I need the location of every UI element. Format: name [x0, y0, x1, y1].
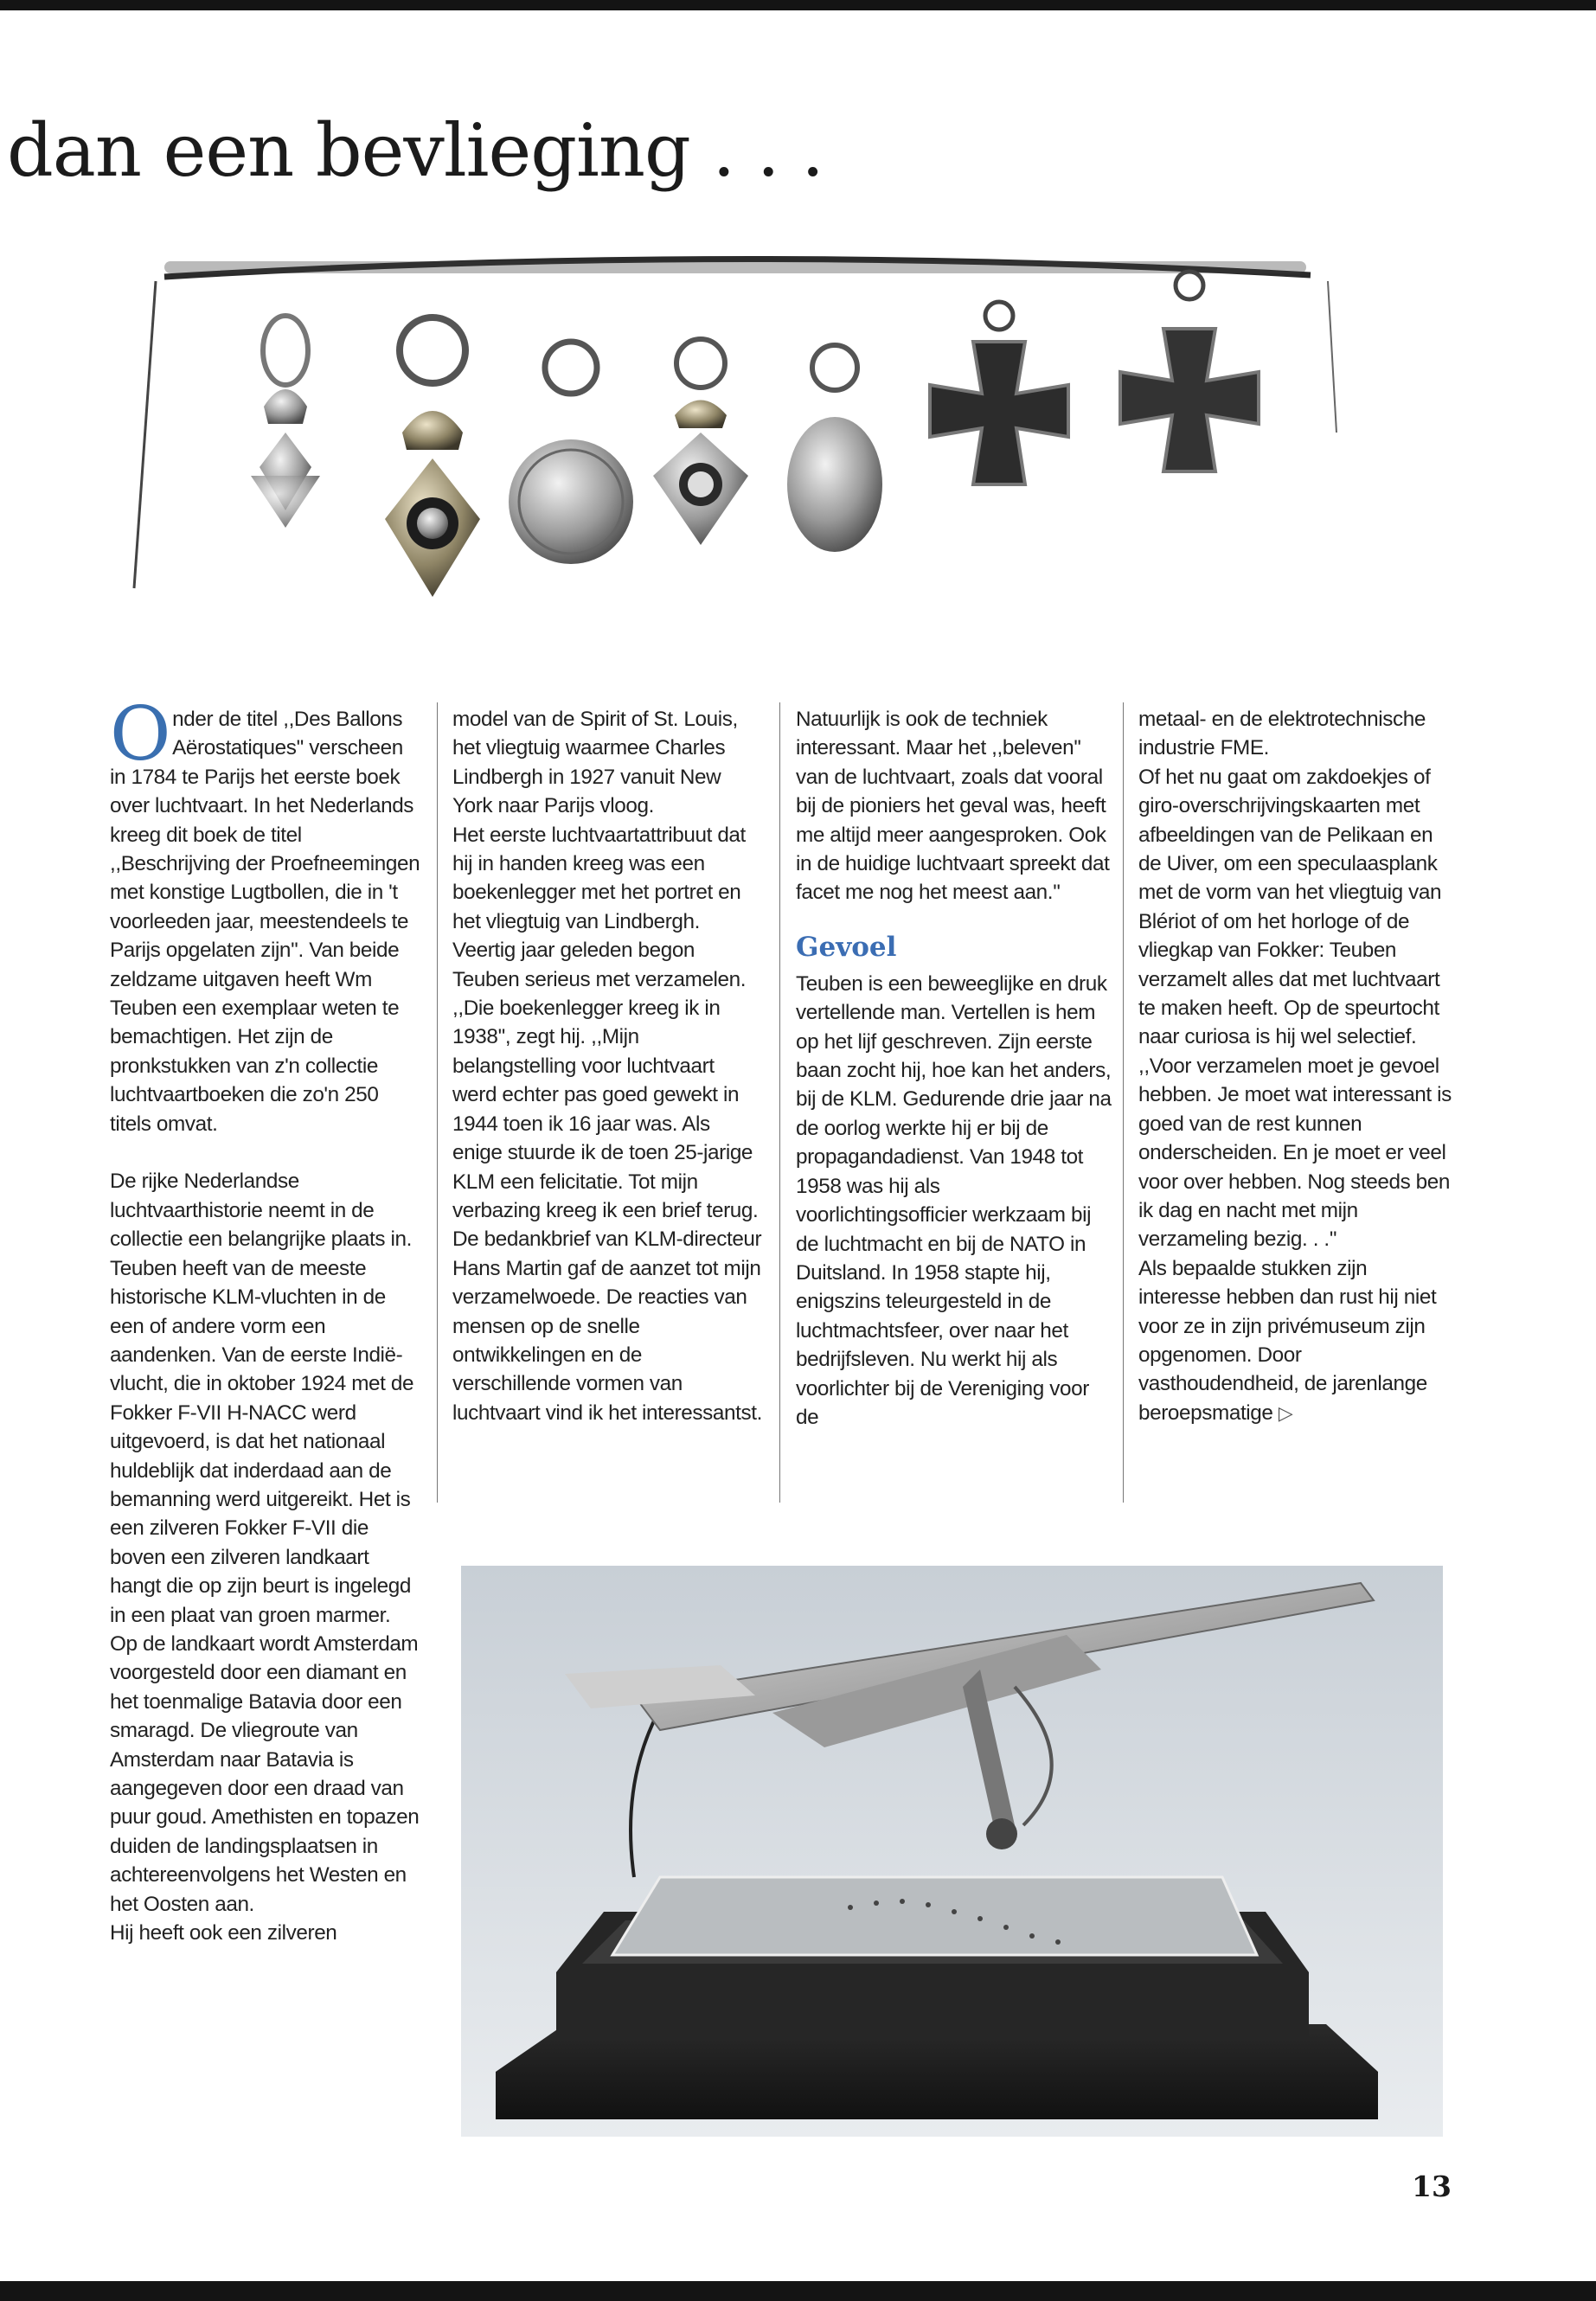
bottom-border — [0, 2281, 1596, 2301]
medal-3 — [509, 342, 633, 564]
dropcap: O — [110, 691, 171, 778]
text-column-1 — [110, 691, 421, 1947]
paragraph: Of het nu gaat om zakdoekjes of giro-overschrijvingskaarten met afbeeldingen van de Pelikaan en de Uiver, om een speculaasplank met de vorm van het vliegtuig van Blériot of om het horloge of de vliegkap van Fokker: Teuben verzamelt alles dat met luchtvaart te maken heeft. Op de speurtocht naar curiosa is hij wel selectief. ,,Voor verzamelen moet je gevoel hebben. Je moet wat interessant is goed van de rest kunnen onderscheiden. En je moet er veel voor over hebben. Nog steeds ben ik dag en nacht met mijn verzameling bezig. . .'' — [1138, 765, 1452, 1252]
medals-photo — [130, 242, 1341, 675]
paragraph: Het eerste luchtvaartattribuut dat hij in handen kreeg was een boekenlegger met het portret en het vliegtuig van Lindbergh. Veertig jaar geleden begon Teuben serieus met verzamelen. ,,Die boekenlegger kreeg ik in 1938'', zegt hij. ,,Mijn belangstelling voor luchtvaart werd echter pas goed gewekt in 1944 toen ik 16 jaar was. Als enige stuurde ik de toen 25-jarige KLM een felicitatie. Tot mijn verbazing kreeg ik een brief terug. De bedankbrief van KLM-directeur Hans Martin gaf de aanzet tot mijn verzamelwoede. De reacties van mensen op de snelle ontwikkelingen en de verschillende vormen van luchtvaart vind ik het interessantst. — [452, 823, 762, 1425]
column-rule-3 — [1123, 702, 1124, 1503]
text-column-2 — [452, 705, 764, 1427]
text-column-4 — [1138, 705, 1454, 1427]
subheading: Gevoel — [796, 931, 897, 963]
paragraph: De rijke Nederlandse luchtvaarthistorie neemt in de collectie een belangrijke plaats in. Teuben heeft van de meeste historische KLM-vluchten in de een of andere vorm een aandenken. Van de eerste Indië-vlucht, die in oktober 1924 met de Fokker F-VII H-NACC werd uitgevoerd, is dat het nationaal huldeblijk dat inderdaad aan de bemanning werd uitgereikt. Het is een zilveren Fokker F-VII die boven een zilveren landkaart hangt die op zijn beurt is ingelegd in een plaat van groen marmer. Op de landkaart wordt Amsterdam voorgesteld door een diamant en het toenmalige Batavia door een smaragd. De vliegroute van Amsterdam naar Batavia is aangegeven door een draad van puur goud. Amethisten en topazen duiden de landingsplaatsen in achtereenvolgens het Westen en het Oosten aan. — [110, 1170, 420, 1916]
paragraph: Onder de titel ,,Des Ballons Aërostatiques'' verscheen in 1784 te Parijs het eerste boek over luchtvaart. In het Nederlands kreeg dit boek de titel ,,Beschrijving der Proefneemingen met konstige Lugtbollen, die in 't voorleeden jaar, meestendeels te Parijs opgelaten zijn''. Van beide zeldzame uitgaven heeft Wm Teuben een exemplaar weten te bemachtigen. Het zijn de pronkstukken van z'n collectie luchtvaartboeken die zo'n 250 titels omvat. — [110, 691, 420, 1136]
paragraph: Als bepaalde stukken zijn interesse hebben dan rust hij niet voor ze in zijn privémuseum zijn opgenomen. Door vasthoudendheid, de jarenlange beroepsmatige ▷ — [1138, 1256, 1437, 1425]
text-column-3 — [796, 705, 1112, 1432]
medal-2 — [385, 317, 480, 597]
top-border — [0, 0, 1596, 10]
medal-4 — [653, 339, 748, 545]
medal-5 — [787, 345, 882, 552]
continue-arrow-icon: ▷ — [1278, 1401, 1293, 1424]
medal-1 — [251, 316, 320, 528]
paragraph: metaal- en de elektrotechnische industrie FME. — [1138, 708, 1426, 760]
fokker-model-photo — [461, 1566, 1443, 2137]
iron-cross-2 — [1120, 272, 1259, 471]
paragraph: Natuurlijk is ook de techniek interessant. Maar het ,,beleven'' van de luchtvaart, zoals dat vooral bij de pioniers het geval was, heeft me altijd meer aangesproken. Ook in de huidige luchtvaart spreekt dat facet me nog het meest aan.'' — [796, 708, 1110, 905]
paragraph: Teuben is een beweeglijke en druk vertellende man. Vertellen is hem op het lijf geschreven. Zijn eerste baan zocht hij, hoe kan het anders, bij de KLM. Gedurende drie jaar na de oorlog werkte hij er bij de propagandadienst. Van 1948 tot 1958 was hij als voorlichtingsofficier werkzaam bij de luchtmacht en bij de NATO in Duitsland. In 1958 stapte hij, enigszins teleurgesteld in de luchtmachtsfeer, over naar het bedrijfsleven. Nu werkt hij als voorlichter bij de Vereniging voor de — [796, 971, 1112, 1429]
paragraph: Hij heeft ook een zilveren — [110, 1921, 337, 1945]
column-rule-1 — [437, 702, 438, 1503]
page-number: 13 — [1412, 2170, 1452, 2203]
headline: dan een bevlieging . . . — [7, 108, 824, 193]
paragraph: model van de Spirit of St. Louis, het vliegtuig waarmee Charles Lindbergh in 1927 vanuit New York naar Parijs vloog. — [452, 708, 738, 818]
iron-cross-1 — [930, 302, 1068, 484]
column-rule-2 — [779, 702, 780, 1503]
